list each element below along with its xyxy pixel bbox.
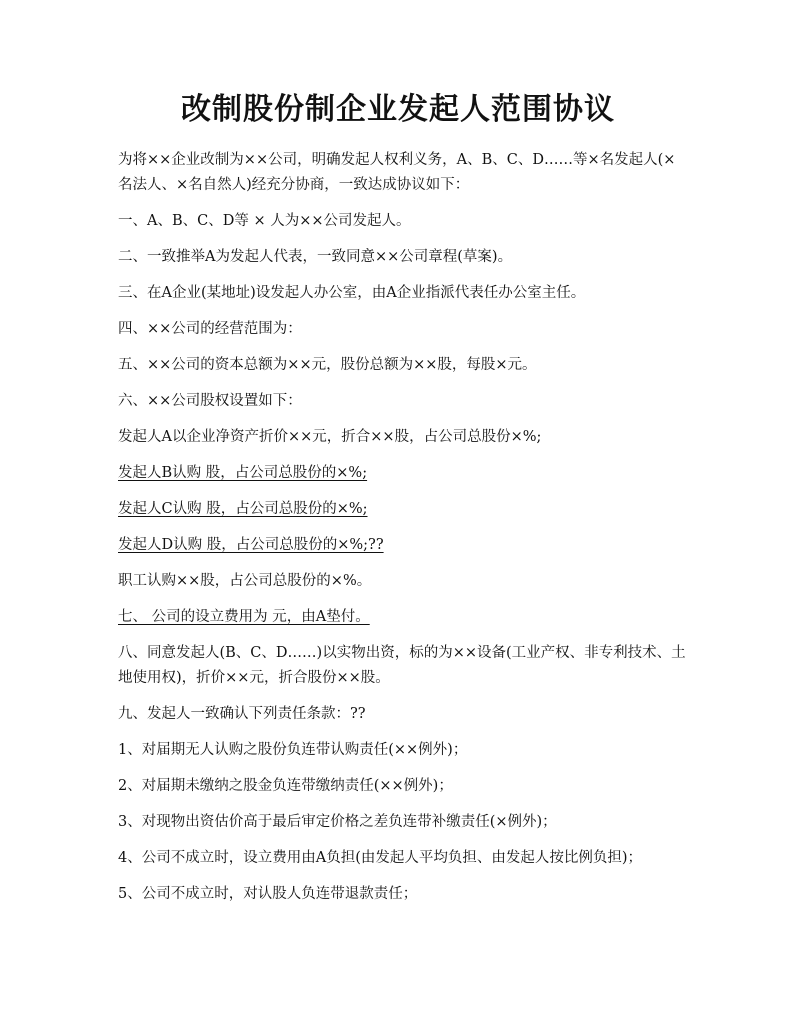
document-body	[118, 148, 688, 918]
paragraph-intro: 为将××企业改制为××公司，明确发起人权利义务，A、B、C、D……等×名发起人(×名法人、×名自然人)经充分协商，一致达成协议如下：	[118, 152, 676, 193]
liability-item-2: 2、对届期未缴纳之股金负连带缴纳责任(××例外)；	[118, 778, 453, 794]
clause-1: 一、A、B、C、D等 × 人为××公司发起人。	[118, 213, 411, 229]
clause-9: 九、发起人一致确认下列责任条款：??	[118, 706, 366, 722]
clause-6: 六、××公司股权设置如下：	[118, 393, 302, 409]
share-item-d: 发起人D认购 股，占公司总股份的×%;??	[118, 537, 384, 553]
share-item-b: 发起人B认购 股，占公司总股份的×%;	[118, 465, 368, 481]
liability-item-5: 5、公司不成立时，对认股人负连带退款责任；	[118, 886, 418, 902]
share-item-a: 发起人A以企业净资产折价××元，折合××股，占公司总股份×%;	[118, 429, 542, 445]
share-item-c: 发起人C认购 股，占公司总股份的×%;	[118, 501, 368, 517]
share-item-staff: 职工认购××股，占公司总股份的×%。	[118, 573, 372, 589]
clause-2: 二、一致推举A为发起人代表，一致同意××公司章程(草案)。	[118, 249, 513, 265]
clause-7: 七、 公司的设立费用为 元，由A垫付。	[118, 609, 370, 625]
clause-8: 八、同意发起人(B、C、D……)以实物出资，标的为××设备(工业产权、非专利技术、土地使用权)，折价××元，折合股份××股。	[118, 645, 686, 686]
liability-item-3: 3、对现物出资估价高于最后审定价格之差负连带补缴责任(×例外)；	[118, 814, 557, 830]
liability-item-4: 4、公司不成立时，设立费用由A负担(由发起人平均负担、由发起人按比例负担)；	[118, 850, 643, 866]
liability-item-1: 1、对届期无人认购之股份负连带认购责任(××例外)；	[118, 742, 468, 758]
clause-3: 三、在A企业(某地址)设发起人办公室，由A企业指派代表任办公室主任。	[118, 285, 586, 301]
clause-5: 五、××公司的资本总额为××元，股份总额为××股，每股×元。	[118, 357, 537, 373]
clause-4: 四、××公司的经营范围为：	[118, 321, 302, 337]
document-title: 改制股份制企业发起人范围协议	[181, 92, 615, 127]
